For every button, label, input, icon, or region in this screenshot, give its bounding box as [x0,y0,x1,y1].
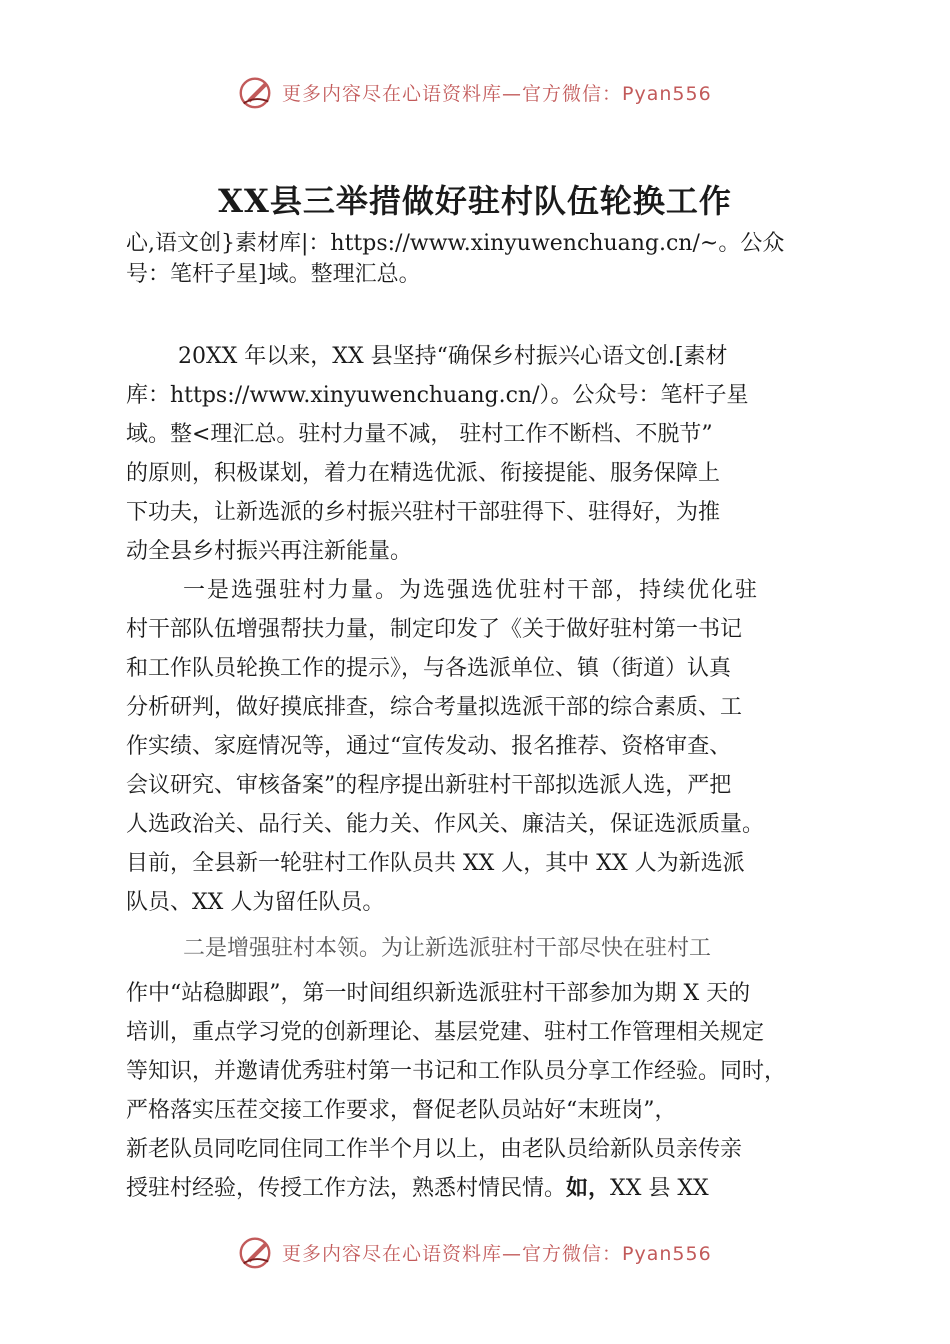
watermark-banner [236,1232,712,1272]
body-line: 二是增强驻村本领。为让新选派驻村干部尽快在驻村工 [183,936,712,961]
watermark-logo-icon [236,73,274,111]
body-line: 作实绩、家庭情况等，通过“宣传发动、报名推荐、资格审查、 [126,734,732,759]
body-text: XX 县 XX [610,1176,709,1201]
body-line: 作中“站稳脚跟”，第一时间组织新选派驻村干部参加为期 X 天的 [126,981,751,1006]
body-line: 新老队员同吃同住同工作半个月以上，由老队员给新队员亲传亲 [126,1137,743,1162]
body-line: 下功夫，让新选派的乡村振兴驻村干部驻得下、驻得好，为推 [126,500,721,525]
body-line: 人选政治关、品行关、能力关、作风关、廉洁关，保证选派质量。 [126,812,765,837]
body-line: 分析研判，做好摸底排查，综合考量拟选派干部的综合素质、工 [126,695,743,720]
document-title: XX县三举措做好驻村队伍轮换工作 [218,182,732,220]
body-line: 等知识，并邀请优秀驻村第一书记和工作队员分享工作经验。同时， [126,1059,787,1084]
watermark-text: 更多内容尽在心语资料库—官方微信：Pyan556 [282,82,712,105]
body-line: 和工作队员轮换工作的提示》，与各选派单位、镇（街道）认真 [126,656,732,681]
body-line: 库：https://www.xinyuwenchuang.cn/）。公众号：笔杆子星 [126,383,749,408]
watermark-banner [236,72,712,112]
body-line: 队员、XX 人为留任队员。 [126,890,385,915]
bold-text: 如， [566,1175,611,1201]
watermark-text: 更多内容尽在心语资料库—官方微信：Pyan556 [282,1242,712,1265]
source-line: 心,语文创}素材库|：https://www.xinyuwenchuang.cn/~。公众 [126,231,785,256]
body-line: 域。整<理汇总。驻村力量不减， 驻村工作不断档、不脱节” [126,422,713,447]
body-line: 动全县乡村振兴再注新能量。 [126,539,413,564]
watermark-logo-icon [236,1233,274,1271]
body-line: 培训，重点学习党的创新理论、基层党建、驻村工作管理相关规定 [126,1020,765,1045]
body-line: 村干部队伍增强帮扶力量，制定印发了《关于做好驻村第一书记 [126,617,743,642]
body-line: 严格落实压茬交接工作要求，督促老队员站好“末班岗”， [126,1098,677,1123]
body-line: 一是选强驻村力量。为选强选优驻村干部，持续优化驻 [183,578,760,603]
source-line: 号：笔杆子星]域。整理汇总。 [126,262,421,287]
body-line: 目前，全县新一轮驻村工作队员共 XX 人，其中 XX 人为新选派 [126,851,745,876]
body-line: 的原则，积极谋划，着力在精选优派、衔接提能、服务保障上 [126,461,721,486]
body-line: 会议研究、审核备案”的程序提出新驻村干部拟选派人选，严把 [126,773,732,798]
body-line: 20XX 年以来，XX 县坚持“确保乡村振兴心语文创.[素材 [178,344,728,369]
body-text: 授驻村经验，传授工作方法，熟悉村情民情。 [126,1176,567,1201]
body-line [126,1171,709,1202]
